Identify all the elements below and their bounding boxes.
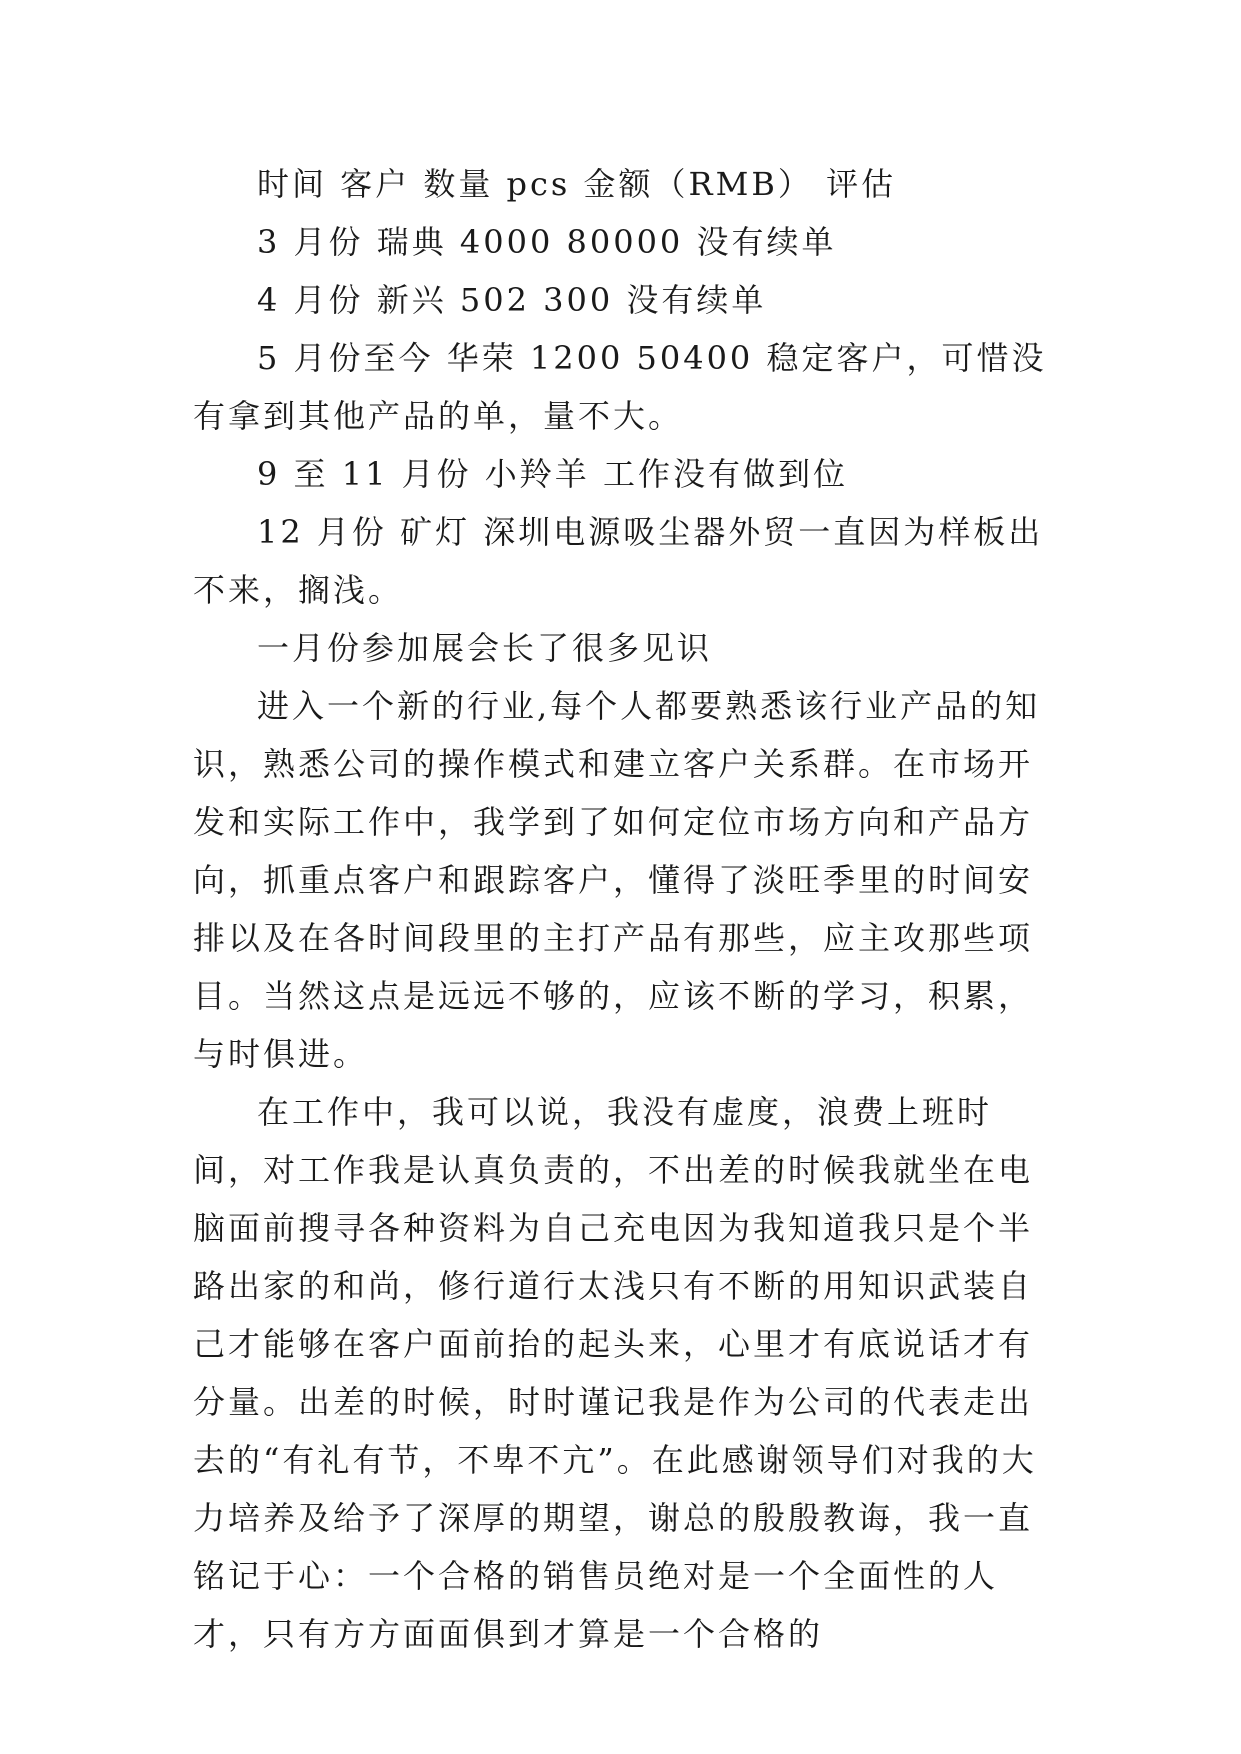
paragraph: 在工作中，我可以说，我没有虚度，浪费上班时间，对工作我是认真负责的，不出差的时候我就坐在电脑面前搜寻各种资料为自己充电因为我知道我只是个半路出家的和尚，修行道行太浅只有不断的用知识武装自己才能够在客户面前抬的起头来，心里才有底说话才有分量。出差的时候，时时谨记我是作为公司的代表走出去的“有礼有节，不卑不亢”。在此感谢领导们对我的大力培养及给予了深厚的期望，谢总的殷殷教诲，我一直铭记于心：一个合格的销售员绝对是一个全面性的人才，只有方方面面俱到才算是一个合格的	[193, 1093, 1037, 1653]
table-row: 4 月份 新兴 502 300 没有续单	[257, 281, 767, 319]
paragraph: 一月份参加展会长了很多见识	[257, 629, 713, 667]
table-row: 12 月份 矿灯 深圳电源吸尘器外贸一直因为样板出不来，搁浅。	[193, 513, 1044, 609]
table-row: 5 月份至今 华荣 1200 50400 稳定客户，可惜没有拿到其他产品的单，量不大。	[193, 339, 1047, 435]
paragraph: 进入一个新的行业,每个人都要熟悉该行业产品的知识，熟悉公司的操作模式和建立客户关系群。在市场开发和实际工作中，我学到了如何定位市场方向和产品方向，抓重点客户和跟踪客户，懂得了淡旺季里的时间安排以及在各时间段里的主打产品有那些，应主攻那些项目。当然这点是远远不够的，应该不断的学习，积累，与时俱进。	[193, 687, 1041, 1073]
table-header-line: 时间 客户 数量 pcs 金额（RMB） 评估	[257, 165, 897, 203]
table-row: 9 至 11 月份 小羚羊 工作没有做到位	[257, 455, 848, 493]
table-row: 3 月份 瑞典 4000 80000 没有续单	[257, 223, 837, 261]
document-body	[193, 155, 1053, 1663]
